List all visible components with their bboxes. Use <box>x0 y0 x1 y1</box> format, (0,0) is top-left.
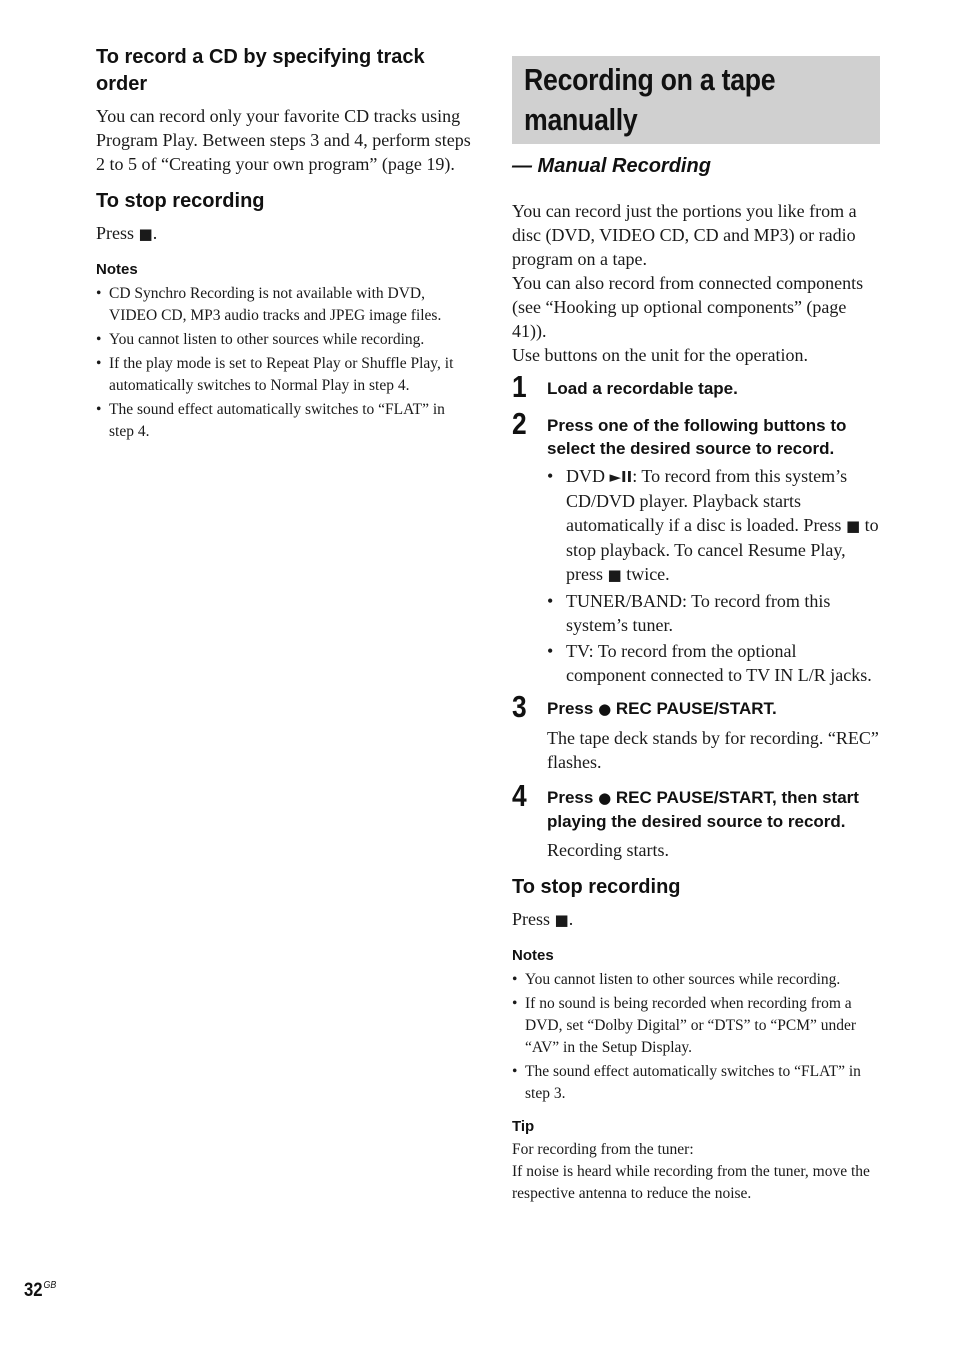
source-option-dvd: • DVD ►II: To record from this system’s CD/DVD player. Playback starts automatically if a disc is loaded. Press ■ to stop playback. To cancel Resume Play, press ■ twice. <box>547 466 879 584</box>
step-heading: Load a recordable tape. <box>547 379 738 398</box>
note-item: • The sound effect automatically switches to “FLAT” in step 4. <box>96 401 445 440</box>
step-heading: Press one of the following buttons to select the desired source to record. <box>547 416 847 458</box>
cd-track-order-paragraph: You can record only your favorite CD tracks using Program Play. Between steps 3 and 4, perform steps 2 to 5 of “Creating your own program” (page 19). <box>96 106 471 174</box>
step-heading: Press ● REC PAUSE/START. <box>547 699 777 718</box>
step-body: Recording starts. <box>547 840 669 860</box>
intro-paragraph: You can also record from connected components (see “Hooking up optional components” (page 41)). <box>512 273 864 341</box>
tip-text: For recording from the tuner: <box>512 1141 694 1158</box>
press-label: Press <box>96 223 135 243</box>
tip-text: If noise is heard while recording from the tuner, move the respective antenna to reduce the noise. <box>512 1163 870 1202</box>
notes-heading: Notes <box>512 947 554 964</box>
step-heading: Press ● REC PAUSE/START, then start playing the desired source to record. <box>547 788 859 831</box>
source-options-list <box>547 464 880 687</box>
step-number: 1 <box>512 369 527 404</box>
stop-icon: ■ <box>554 911 569 929</box>
intro-paragraph: You can record just the portions you like from a disc (DVD, VIDEO CD, CD and MP3) or radio program on a tape. <box>512 201 857 269</box>
step-number: 4 <box>512 778 527 813</box>
page-number: $32^{GB}$ <box>24 1280 57 1301</box>
notes-list <box>512 969 880 1105</box>
source-option-tuner: • TUNER/BAND: To record from this system’s tuner. <box>547 591 831 635</box>
stop-icon: ■ <box>607 566 622 584</box>
step-4 <box>512 778 880 862</box>
record-icon: ● <box>598 700 612 718</box>
step-3 <box>512 689 880 774</box>
notes-list <box>96 283 471 443</box>
note-item: • If the play mode is set to Repeat Play or Shuffle Play, it automatically switches to Normal Play in step 4. <box>96 355 454 394</box>
note-item: • You cannot listen to other sources while recording. <box>512 971 841 988</box>
right-column <box>512 56 880 1205</box>
section-heading-stop-recording: To stop recording <box>512 876 681 898</box>
note-item: • The sound effect automatically switches to “FLAT” in step 3. <box>512 1063 861 1102</box>
step-body: The tape deck stands by for recording. “REC” flashes. <box>547 728 879 772</box>
step-number: 3 <box>512 689 527 724</box>
intro-paragraph: Use buttons on the unit for the operation. <box>512 345 808 365</box>
tip-heading: Tip <box>512 1118 535 1135</box>
stop-icon: ■ <box>845 517 861 535</box>
note-item: • You cannot listen to other sources while recording. <box>96 331 425 348</box>
note-item: • CD Synchro Recording is not available with DVD, VIDEO CD, MP3 audio tracks and JPEG image files. <box>96 285 442 324</box>
notes-heading: Notes <box>96 261 138 278</box>
record-icon: ● <box>598 789 612 807</box>
step-1 <box>512 369 880 404</box>
title-banner <box>512 56 880 144</box>
press-label: Press <box>512 909 551 929</box>
left-column <box>96 44 471 445</box>
stop-instruction: Press ■. <box>96 223 158 243</box>
stop-icon: ■ <box>138 225 153 243</box>
page-title: Recording on a tape manually <box>524 62 776 137</box>
note-item: • If no sound is being recorded when recording from a DVD, set “Dolby Digital” or “DTS” to “PCM” under “AV” in the Setup Display. <box>512 995 857 1056</box>
section-heading-cd-track-order: To record a CD by specifying track order <box>96 46 425 95</box>
source-option-tv: • TV: To record from the optional component connected to TV IN L/R jacks. <box>547 641 872 685</box>
page-subtitle: — Manual Recording <box>512 155 711 177</box>
section-heading-stop-recording: To stop recording <box>96 190 265 212</box>
step-2 <box>512 406 880 687</box>
step-number: 2 <box>512 406 527 441</box>
stop-instruction: Press ■. <box>512 909 574 929</box>
page-suffix: GB <box>43 1280 57 1291</box>
play-pause-icon: ►II <box>609 468 633 486</box>
